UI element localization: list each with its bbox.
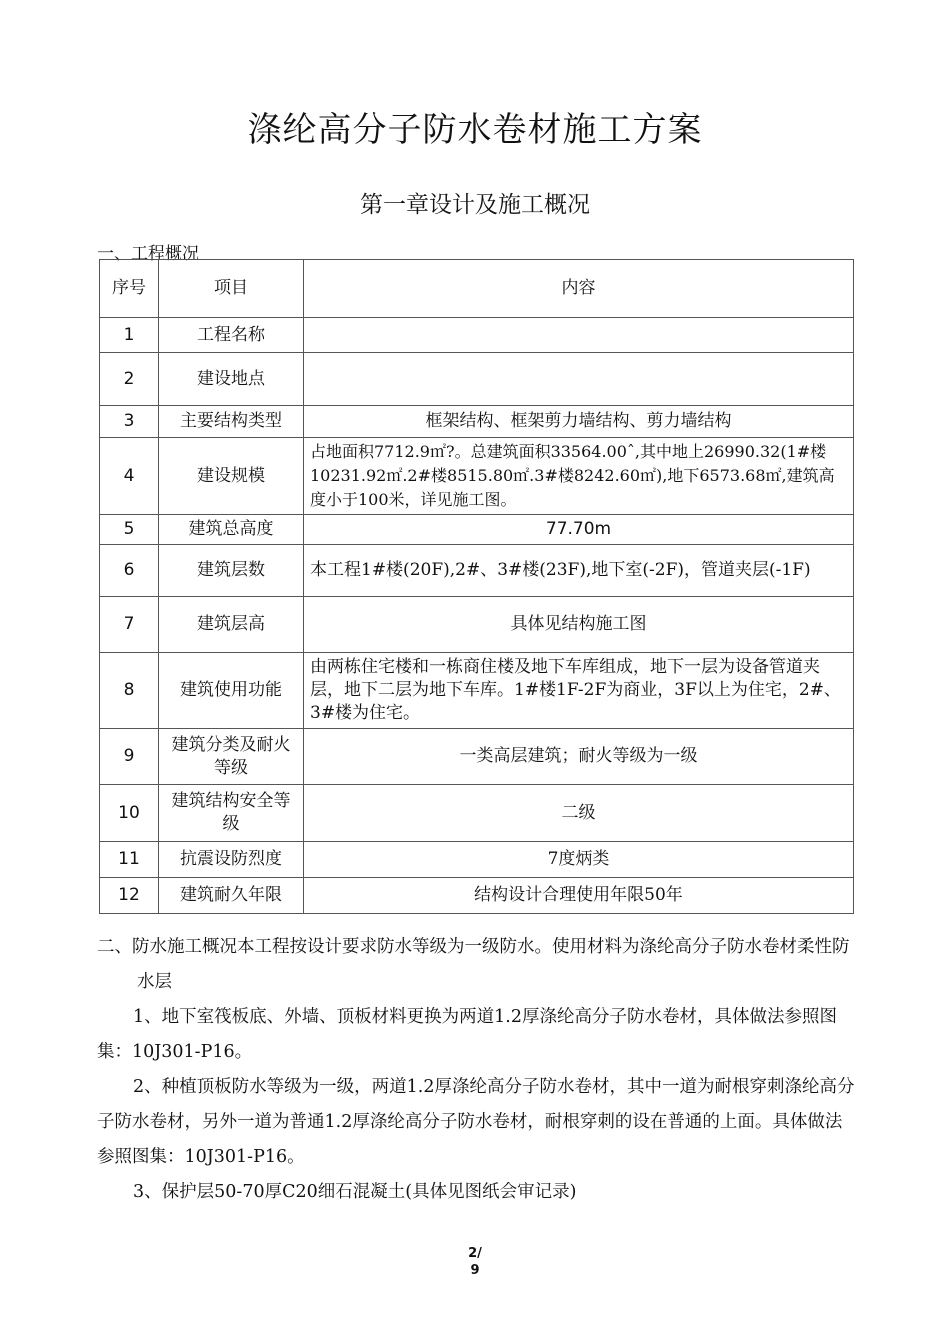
table-row — [100, 353, 854, 406]
row-content: 7度炳类 — [304, 842, 854, 878]
row-item: 建设地点 — [159, 353, 304, 406]
row-no: 7 — [100, 597, 159, 653]
row-content: 由两栋住宅楼和一栋商住楼及地下车库组成，地下一层为设备管道夹层，地下二层为地下车库。1#楼1F-2F为商业，3F以上为住宅，2#、3#楼为住宅。 — [304, 653, 854, 729]
row-content: 二级 — [304, 785, 854, 842]
row-no: 12 — [100, 878, 159, 914]
document-title: 涤纶高分子防水卷材施工方案 — [247, 110, 703, 150]
row-content: 框架结构、框架剪力墙结构、剪力墙结构 — [304, 406, 854, 438]
chapter-title: 第一章设计及施工概况 — [360, 192, 590, 218]
row-no: 11 — [100, 842, 159, 878]
page-number — [0, 1245, 950, 1279]
row-item: 建筑层数 — [159, 545, 304, 597]
row-no: 6 — [100, 545, 159, 597]
row-item: 建筑总高度 — [159, 515, 304, 545]
page-number-total: 9 — [470, 1263, 480, 1278]
table-header-row — [100, 260, 854, 318]
header-content: 内容 — [304, 260, 854, 318]
table-row — [100, 438, 854, 515]
paragraph-2: 2、种植顶板防水等级为一级，两道1.2厚涤纶高分子防水卷材，其中一道为耐根穿刺涤纶高分子防水卷材，另外一道为普通1.2厚涤纶高分子防水卷材，耐根穿刺的设在普通的上面。具体做法参照图集：10J301-P16。 — [97, 1077, 855, 1167]
table-row — [100, 842, 854, 878]
row-item: 建筑使用功能 — [159, 653, 304, 729]
table-row — [100, 545, 854, 597]
construction-overview — [97, 930, 857, 1210]
row-content: 本工程1#楼(20F),2#、3#楼(23F),地下室(-2F)，管道夹层(-1F) — [304, 545, 854, 597]
row-no: 2 — [100, 353, 159, 406]
row-no: 1 — [100, 318, 159, 353]
row-item: 建筑结构安全等级 — [159, 785, 304, 842]
row-item: 工程名称 — [159, 318, 304, 353]
row-no: 8 — [100, 653, 159, 729]
table-row — [100, 878, 854, 914]
row-item: 建筑层高 — [159, 597, 304, 653]
table-row — [100, 597, 854, 653]
row-no: 3 — [100, 406, 159, 438]
row-item: 建筑分类及耐火等级 — [159, 729, 304, 785]
table-row — [100, 729, 854, 785]
row-item: 建筑耐久年限 — [159, 878, 304, 914]
row-no: 4 — [100, 438, 159, 515]
row-content: 具体见结构施工图 — [304, 597, 854, 653]
row-no: 9 — [100, 729, 159, 785]
table-row — [100, 785, 854, 842]
row-content: 占地面积7712.9㎡?。总建筑面积33564.00ˆ,其中地上26990.32(1#楼10231.92㎡.2#楼8515.80㎡.3#楼8242.60㎡),地下6573.68㎡,建筑高度小于100米，详见施工图。 — [304, 438, 854, 515]
row-content: 结构设计合理使用年限50年 — [304, 878, 854, 914]
page-number-current: 2/ — [468, 1246, 482, 1261]
paragraph-1: 1、地下室筏板底、外墙、顶板材料更换为两道1.2厚涤纶高分子防水卷材，具体做法参照图集：10J301-P16。 — [97, 1007, 837, 1062]
row-content: 一类高层建筑；耐火等级为一级 — [304, 729, 854, 785]
project-overview-table — [99, 259, 854, 914]
header-item: 项目 — [159, 260, 304, 318]
row-content — [304, 318, 854, 353]
header-no: 序号 — [100, 260, 159, 318]
table-row — [100, 406, 854, 438]
row-content: 77.70m — [304, 515, 854, 545]
row-item: 主要结构类型 — [159, 406, 304, 438]
section-heading-overview: 一、工程概况 — [97, 244, 199, 264]
row-item: 建设规模 — [159, 438, 304, 515]
table-row — [100, 515, 854, 545]
table-row — [100, 318, 854, 353]
section-heading-waterproofing: 二、防水施工概况本工程按设计要求防水等级为一级防水。使用材料为涤纶高分子防水卷材柔性防水层 — [97, 937, 850, 992]
row-no: 10 — [100, 785, 159, 842]
table-row — [100, 653, 854, 729]
row-content — [304, 353, 854, 406]
row-item: 抗震设防烈度 — [159, 842, 304, 878]
row-no: 5 — [100, 515, 159, 545]
paragraph-3: 3、保护层50-70厚C20细石混凝土(具体见图纸会审记录) — [133, 1182, 577, 1202]
